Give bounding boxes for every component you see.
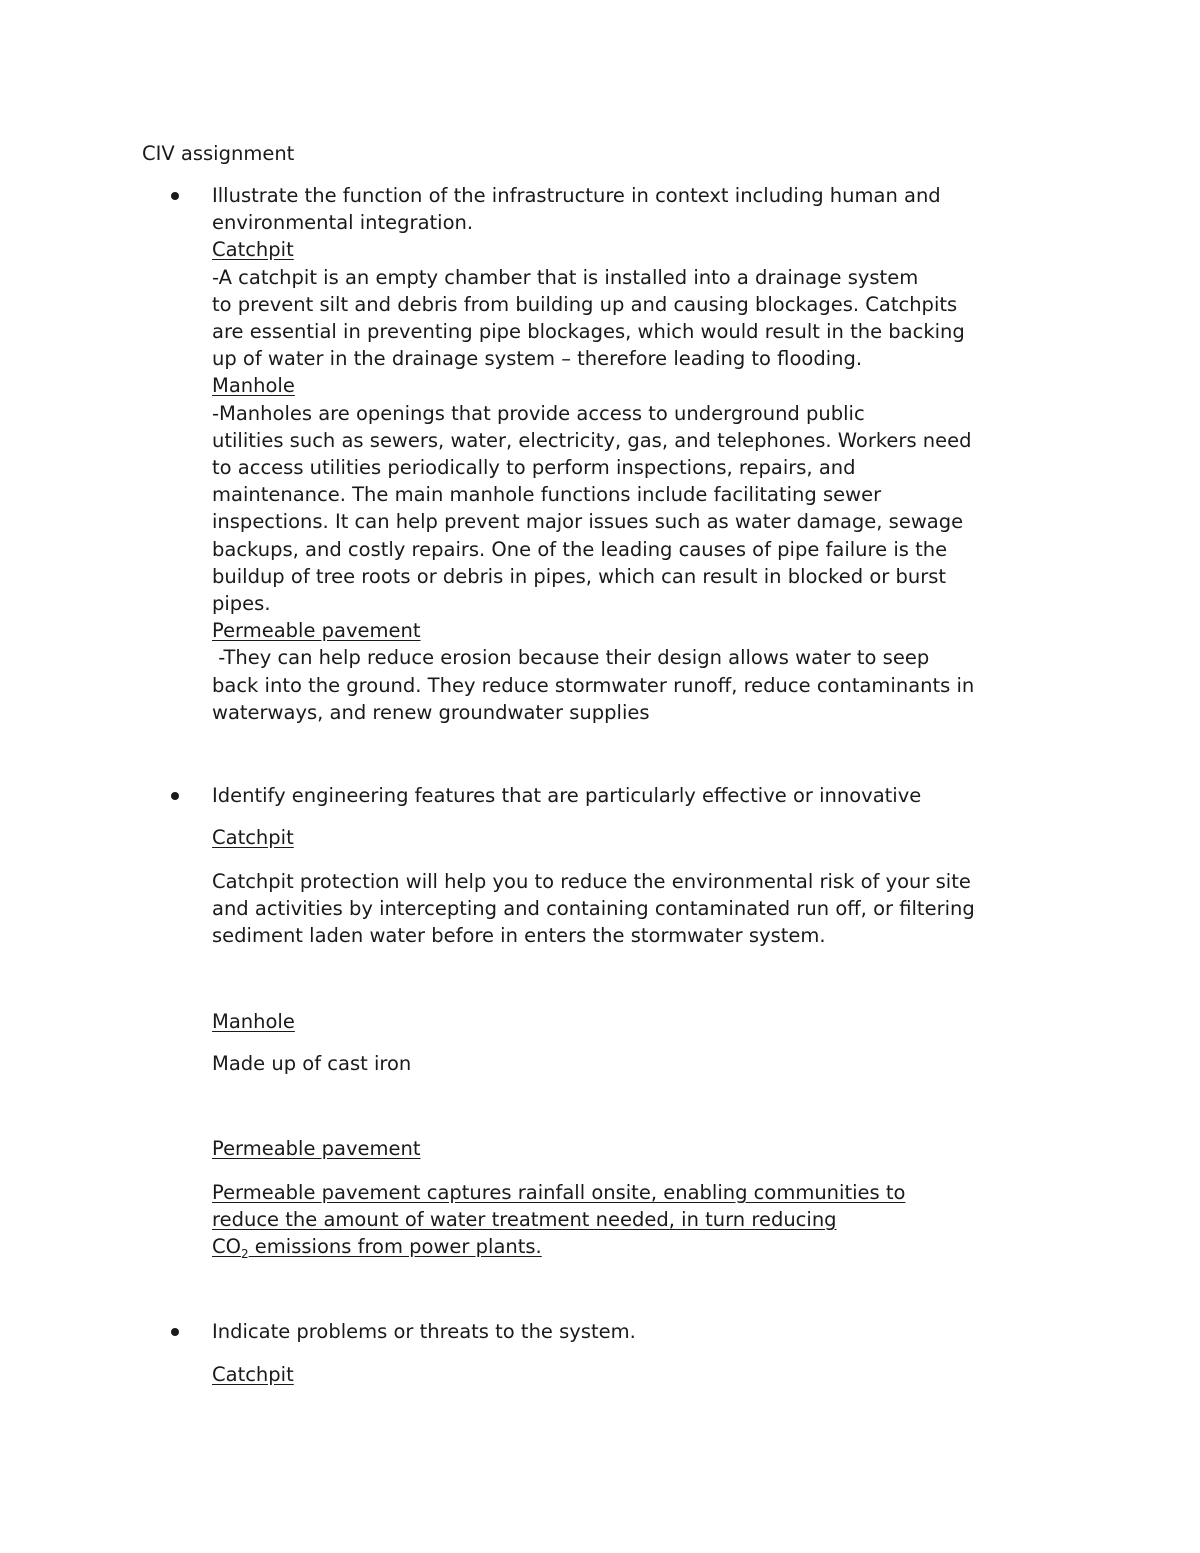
paragraph-line: backups, and costly repairs. One of the leading causes of pipe failure is the xyxy=(212,537,948,561)
co2-suffix: emissions from power plants. xyxy=(248,1235,542,1259)
paragraph-line: are essential in preventing pipe blockages, which would result in the backing xyxy=(212,320,965,344)
paragraph-line: utilities such as sewers, water, electricity, gas, and telephones. Workers need xyxy=(212,428,972,452)
bullet-dot-2 xyxy=(171,792,179,800)
paragraph-line: -A catchpit is an empty chamber that is installed into a drainage system xyxy=(212,265,919,289)
paragraph-line: reduce the amount of water treatment needed, in turn reducing xyxy=(212,1208,837,1232)
paragraph-line: pipes. xyxy=(212,592,271,616)
document-title: CIV assignment xyxy=(142,142,295,165)
paragraph-line: Made up of cast iron xyxy=(212,1052,412,1075)
paragraph-line: to prevent silt and debris from building up and causing blockages. Catchpits xyxy=(212,292,958,316)
manhole-label: Manhole xyxy=(212,374,295,398)
section-2-pavement-text xyxy=(212,1179,1072,1261)
permeable-pavement-label: Permeable pavement xyxy=(212,619,421,643)
paragraph-line: and activities by intercepting and containing contaminated run off, or filtering xyxy=(212,897,975,921)
catchpit-label: Catchpit xyxy=(212,1363,294,1386)
paragraph-line: back into the ground. They reduce stormwater runoff, reduce contaminants in xyxy=(212,673,975,697)
section-1 xyxy=(212,182,1072,726)
section-2-manhole-text xyxy=(212,1050,1072,1077)
catchpit-label: Catchpit xyxy=(212,826,294,849)
paragraph-line: waterways, and renew groundwater supplies xyxy=(212,700,650,724)
bullet-dot-3 xyxy=(171,1328,179,1336)
section-2-heading: Identify engineering features that are particularly effective or innovative xyxy=(212,784,922,807)
section-1-heading-line2: environmental integration. xyxy=(212,211,474,235)
section-2-manhole xyxy=(212,1008,1072,1035)
paragraph-line: -Manholes are openings that provide access to underground public xyxy=(212,401,865,425)
section-3-catchpit xyxy=(212,1361,1072,1388)
section-2-catchpit xyxy=(212,824,1072,851)
co2-text: CO xyxy=(212,1235,241,1259)
paragraph-line: Permeable pavement captures rainfall onsite, enabling communities to xyxy=(212,1181,906,1204)
paragraph-line: buildup of tree roots or debris in pipes, which can result in blocked or burst xyxy=(212,564,947,588)
bullet-dot-1 xyxy=(171,192,179,200)
co2-line xyxy=(212,1233,1072,1260)
paragraph-line: -They can help reduce erosion because their design allows water to seep xyxy=(212,646,930,670)
paragraph-line: up of water in the drainage system – therefore leading to flooding. xyxy=(212,347,863,371)
manhole-label: Manhole xyxy=(212,1010,295,1033)
permeable-pavement-label: Permeable pavement xyxy=(212,1137,421,1160)
section-3-heading: Indicate problems or threats to the system. xyxy=(212,1320,636,1343)
paragraph-line: to access utilities periodically to perform inspections, repairs, and xyxy=(212,456,856,480)
section-2 xyxy=(212,782,1072,809)
section-1-heading: Illustrate the function of the infrastructure in context including human and xyxy=(212,184,941,207)
section-3 xyxy=(212,1318,1072,1345)
section-2-catchpit-text xyxy=(212,868,1072,950)
co2-subscript: 2 xyxy=(240,1247,249,1262)
paragraph-line: sediment laden water before in enters the stormwater system. xyxy=(212,924,826,948)
catchpit-label: Catchpit xyxy=(212,238,294,262)
paragraph-line: Catchpit protection will help you to reduce the environmental risk of your site xyxy=(212,870,971,893)
paragraph-line: inspections. It can help prevent major issues such as water damage, sewage xyxy=(212,510,964,534)
paragraph-line: maintenance. The main manhole functions include facilitating sewer xyxy=(212,483,882,507)
section-2-pavement xyxy=(212,1135,1072,1162)
